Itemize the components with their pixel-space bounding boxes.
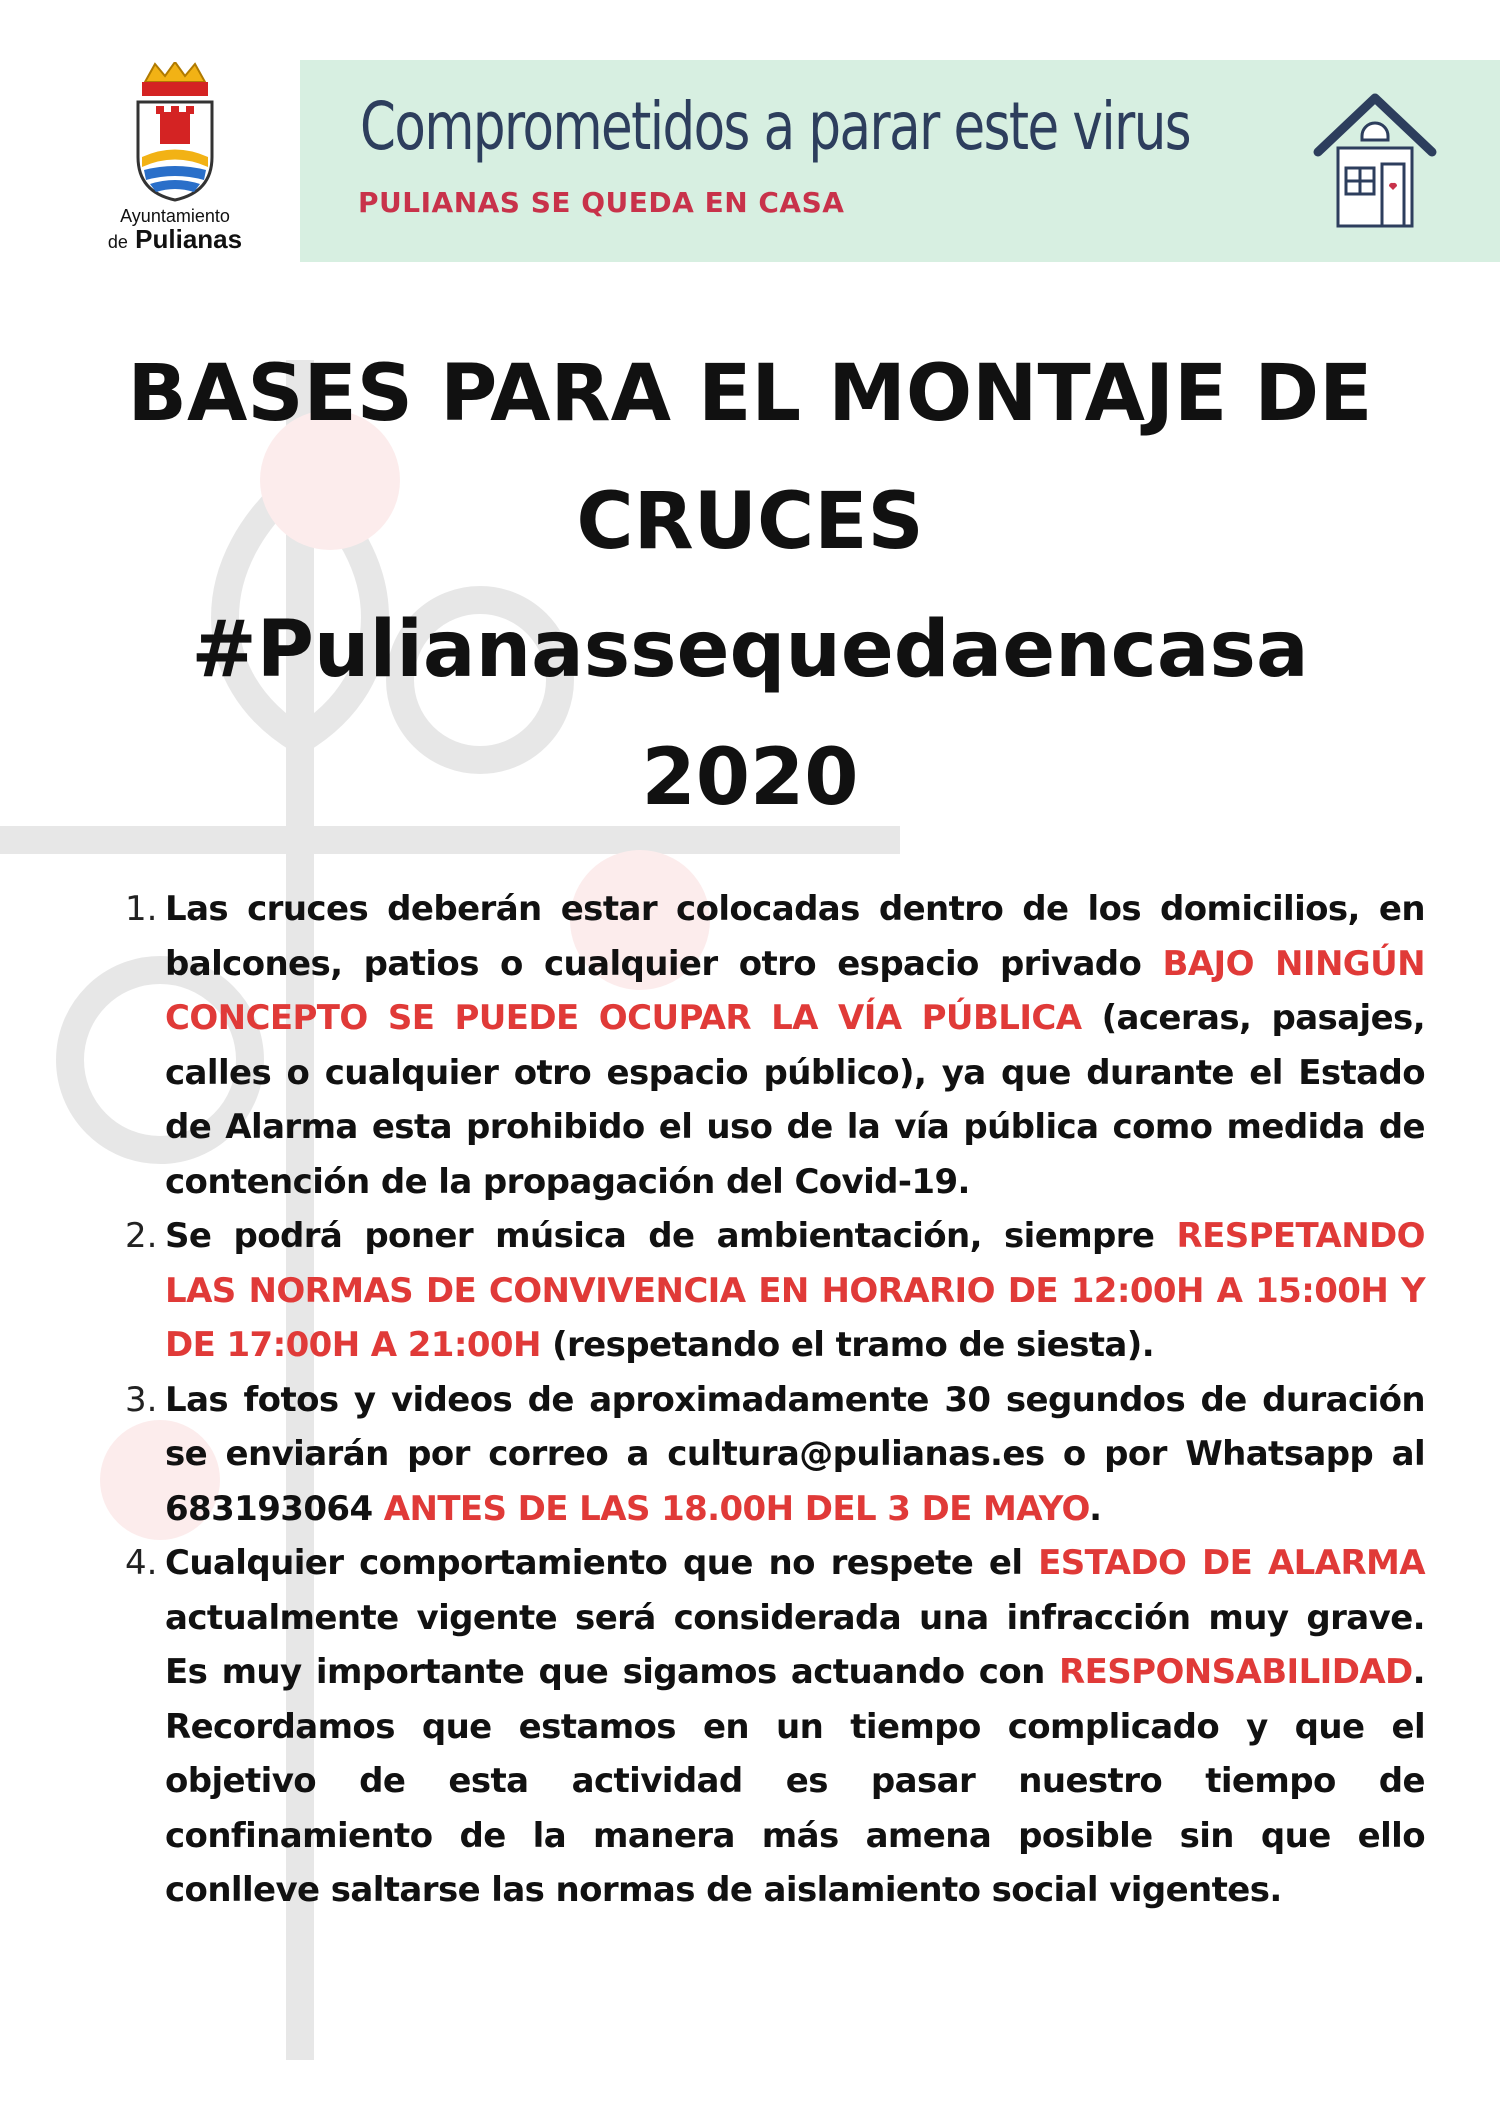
- title-line-1: BASES PARA EL MONTAJE DE: [127, 349, 1373, 439]
- rule-text-segment: Cualquier comportamiento que no respete el: [165, 1543, 1039, 1583]
- rule-text-segment: Las fotos y videos de aproximadamente 30 segundos de duración se enviarán por correo a cultura@pulianas.es o por Whatsapp al 683193064: [165, 1379, 1425, 1529]
- rule-text-segment: actualmente vigente será considerada una infracción muy grave. Es muy importante que sigamos actuando con: [165, 1597, 1425, 1692]
- rule-number: 3.: [125, 1379, 158, 1420]
- rule-item: [125, 1209, 1425, 1373]
- rule-text: [165, 1209, 1425, 1373]
- rules-list: [125, 882, 1425, 1918]
- rule-text-segment: (respetando el tramo de siesta).: [540, 1325, 1155, 1365]
- rule-text-segment: . Recordamos que estamos en un tiempo complicado y que el objetivo de esta actividad es pasar nuestro tiempo de confinamiento de la manera más amena posible sin que ello conlleve saltarse las normas de aislamiento social vigentes.: [165, 1652, 1425, 1910]
- rule-item: [125, 1373, 1425, 1537]
- title-line-3: #Pulianassequedaencasa: [191, 605, 1309, 695]
- rule-text: [165, 1536, 1425, 1918]
- house-icon: [1310, 90, 1440, 230]
- logo-line-1: Ayuntamiento: [120, 206, 230, 226]
- rule-highlight: ANTES DE LAS 18.00H DEL 3 DE MAYO: [383, 1488, 1090, 1529]
- rule-text-segment: (aceras, pasajes, calles o cualquier otro espacio público), ya que durante el Estado de Alarma esta prohibido el uso de la vía pública como medida de contención de la propagación del Covid-19.: [165, 998, 1426, 1202]
- banner-title: Comprometidos a parar este virus: [360, 88, 1191, 165]
- campaign-banner: [300, 60, 1500, 262]
- title-line-2: CRUCES: [576, 477, 924, 567]
- rule-text-segment: Las cruces deberán estar colocadas dentro de los domicilios, en balcones, patios o cualquier otro espacio privado: [165, 889, 1425, 984]
- coat-of-arms-icon: [130, 62, 220, 202]
- rule-number: 2.: [125, 1216, 158, 1256]
- rule-number: 4.: [125, 1543, 158, 1583]
- rule-highlight: RESPONSABILIDAD: [1059, 1652, 1413, 1692]
- rule-item: [125, 1536, 1425, 1918]
- rule-number: 1.: [125, 889, 158, 929]
- municipal-logo: [95, 62, 255, 262]
- rule-highlight: BAJO NINGÚN CONCEPTO SE PUEDE OCUPAR LA VÍA PÚBLICA: [165, 943, 1425, 1038]
- document-title: [0, 330, 1500, 842]
- rule-highlight: ESTADO DE ALARMA: [1038, 1543, 1425, 1583]
- logo-line-2: [95, 226, 255, 255]
- banner-subtitle: PULIANAS SE QUEDA EN CASA: [358, 186, 845, 219]
- rule-text-segment: Se podrá poner música de ambientación, siempre: [165, 1216, 1177, 1256]
- rule-text: [165, 882, 1425, 1209]
- rule-item: [125, 882, 1425, 1209]
- rule-text-segment: .: [1089, 1488, 1102, 1529]
- title-line-4: 2020: [641, 733, 859, 823]
- logo-line-2-name: Pulianas: [135, 224, 243, 254]
- rule-text: [165, 1373, 1425, 1537]
- rule-highlight: RESPETANDO LAS NORMAS DE CONVIVENCIA EN HORARIO DE 12:00H A 15:00H Y DE 17:00H A 21:00H: [165, 1216, 1425, 1365]
- logo-line-2-prefix: de: [107, 232, 128, 252]
